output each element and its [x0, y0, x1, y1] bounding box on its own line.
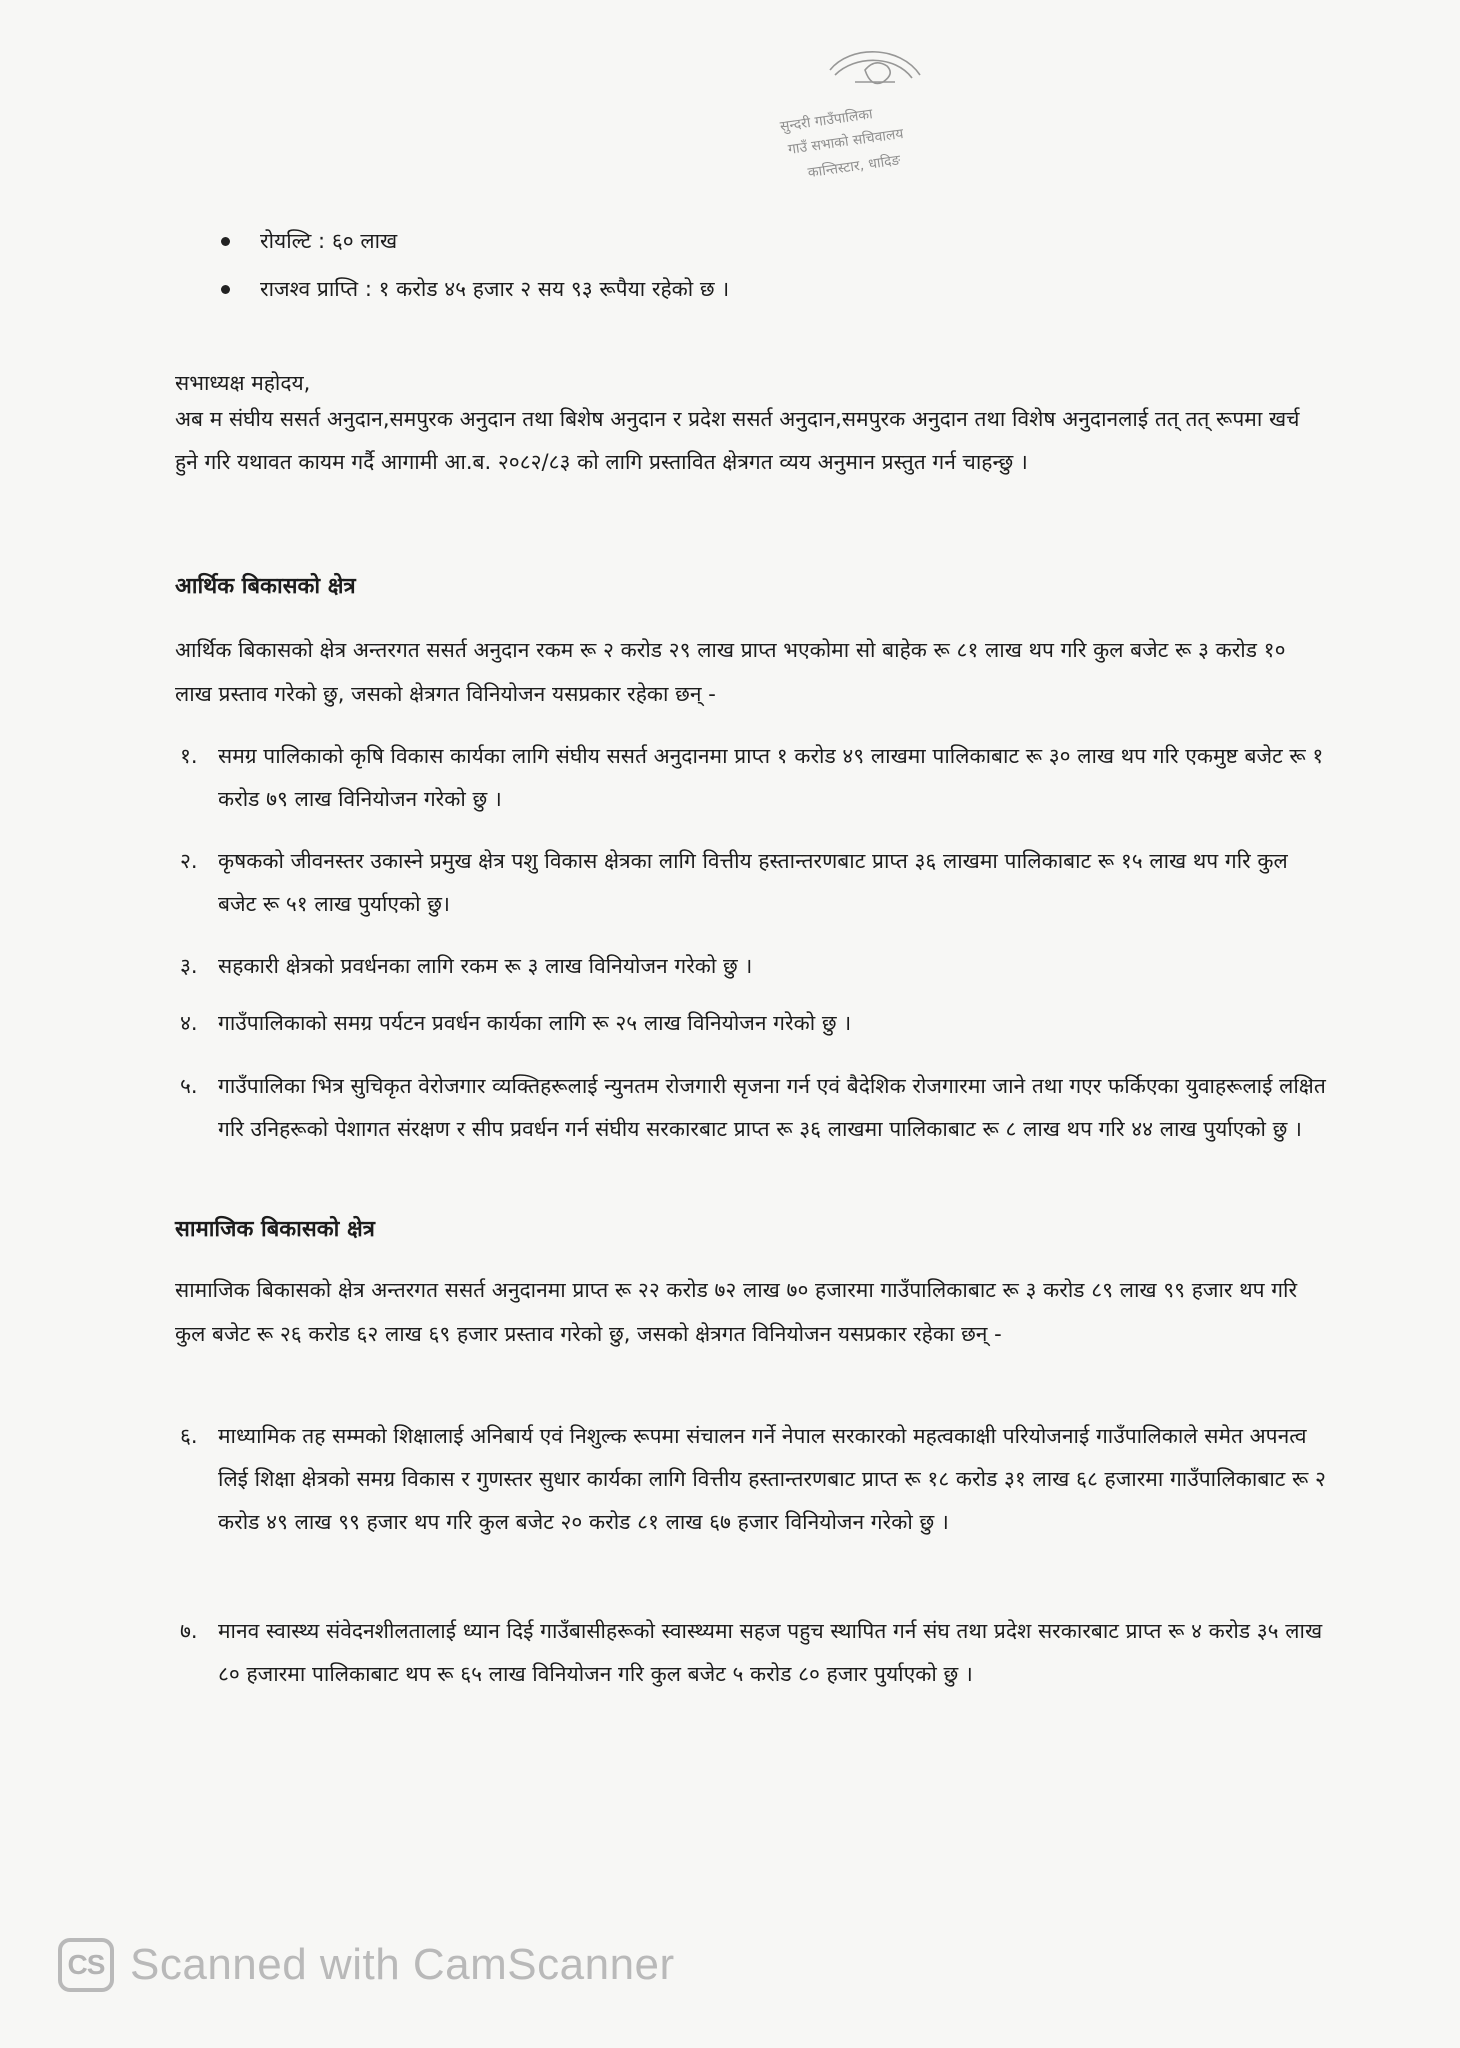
list-item-number: ३.: [180, 954, 198, 978]
seal-line-2: गाउँ सभाको सचिवालय: [787, 125, 905, 158]
camscanner-logo-icon: CS: [58, 1938, 114, 1992]
list-item-text: गाउँपालिका भित्र सुचिकृत वेरोजगार व्यक्तिहरूलाई न्युनतम रोजगारी सृजना गर्न एवं बैदेशिक रोजगारमा जाने तथा गएर फर्किएका युवाहरूलाई लक्षित गरि उनिहरूको पेशागत संरक्षण र सीप प्रवर्धन गर्न संघीय सरकारबाट प्राप्त रू ३६ लाखमा पालिकाबाट रू ८ लाख थप गरि ४४ लाख पुर्याएको छु ।: [218, 1074, 1326, 1141]
economic-section-paragraph: आर्थिक बिकासको क्षेत्र अन्तरगत ससर्त अनुदान रकम रू २ करोड २९ लाख प्राप्त भएकोमा सो बाहेक रू ८१ लाख थप गरि कुल बजेट रू ३ करोड १० लाख प्रस्ताव गरेको छु, जसको क्षेत्रगत विनियोजन यसप्रकार रहेका छन् -: [175, 638, 1286, 706]
salutation: सभाध्यक्ष महोदय,: [175, 371, 311, 395]
social-section-paragraph: सामाजिक बिकासको क्षेत्र अन्तरगत ससर्त अनुदानमा प्राप्त रू २२ करोड ७२ लाख ७० हजारमा गाउँपालिकाबाट रू ३ करोड ८९ लाख ९९ हजार थप गरि कुल बजेट रू २६ करोड ६२ लाख ६९ हजार प्रस्ताव गरेको छु, जसको क्षेत्रगत विनियोजन यसप्रकार रहेका छन् -: [175, 1278, 1298, 1346]
list-item-text: गाउँपालिकाको समग्र पर्यटन प्रवर्धन कार्यका लागि रू २५ लाख विनियोजन गरेको छु ।: [218, 1011, 852, 1035]
revenue-bullets: [215, 226, 1315, 322]
bullet-text: रोयल्टि : ६० लाख: [260, 229, 398, 253]
economic-section-heading: आर्थिक बिकासको क्षेत्र: [175, 574, 356, 599]
social-section-heading: सामाजिक बिकासको क्षेत्र: [175, 1217, 375, 1242]
list-item: [180, 840, 1330, 926]
list-item-text: समग्र पालिकाको कृषि विकास कार्यका लागि संघीय ससर्त अनुदानमा प्राप्त १ करोड ४९ लाखमा पालिकाबाट रू ३० लाख थप गरि एकमुष्ट बजेट रू १ करोड ७९ लाख विनियोजन गरेको छु ।: [218, 744, 1324, 811]
watermark-text: Scanned with CamScanner: [130, 1940, 675, 1989]
bullet-dot-icon: [221, 237, 230, 246]
list-item-number: ५.: [180, 1074, 198, 1098]
list-item-number: १.: [180, 744, 198, 768]
list-item-text: कृषकको जीवनस्तर उकास्ने प्रमुख क्षेत्र पशु विकास क्षेत्रका लागि वित्तीय हस्तान्तरणबाट प्राप्त ३६ लाखमा पालिकाबाट रू १५ लाख थप गरि कुल बजेट रू ५१ लाख पुर्याएको छु।: [218, 849, 1288, 916]
list-item: [180, 1065, 1330, 1151]
list-item: [180, 1415, 1330, 1544]
list-item-text: सहकारी क्षेत्रको प्रवर्धनका लागि रकम रू ३ लाख विनियोजन गरेको छु ।: [218, 954, 753, 978]
seal-line-1: सुन्दरी गाउँपालिका: [779, 106, 874, 136]
intro-paragraph: अब म संघीय ससर्त अनुदान,समपुरक अनुदान तथा बिशेष अनुदान र प्रदेश ससर्त अनुदान,समपुरक अनुदान तथा विशेष अनुदानलाई तत् तत् रूपमा खर्च हुने गरि यथावत कायम गर्दै आगामी आ.ब. २०८२/८३ को लागि प्रस्तावित क्षेत्रगत व्यय अनुमान प्रस्तुत गर्न चाहन्छु ।: [175, 407, 1300, 474]
list-item: [180, 1610, 1330, 1696]
list-item-number: ४.: [180, 1011, 198, 1035]
bullet-text: राजश्व प्राप्ति : १ करोड ४५ हजार २ सय ९३ रूपैया रहेको छ ।: [260, 277, 730, 301]
bullet-item: [215, 274, 1315, 322]
list-item: [180, 945, 1330, 988]
official-seal: [760, 40, 960, 210]
camscanner-watermark: [58, 1930, 675, 2000]
list-item: [180, 1002, 1330, 1045]
list-item-text: माध्यामिक तह सम्मको शिक्षालाई अनिबार्य एवं निशुल्क रूपमा संचालन गर्ने नेपाल सरकारको महत्वकाक्षी परियोजनाई गाउँपालिकाले समेत अपनत्व लिई शिक्षा क्षेत्रको समग्र विकास र गुणस्तर सुधार कार्यका लागि वित्तीय हस्तान्तरणबाट प्राप्त रू १८ करोड ३१ लाख ६८ हजारमा गाउँपालिकाबाट रू २ करोड ४९ लाख ९९ हजार थप गरि कुल बजेट २० करोड ८१ लाख ६७ हजार विनियोजन गरेको छु ।: [218, 1424, 1326, 1534]
list-item: [180, 735, 1330, 821]
list-item-text: मानव स्वास्थ्य संवेदनशीलतालाई ध्यान दिई गाउँबासीहरूको स्वास्थ्यमा सहज पहुच स्थापित गर्न संघ तथा प्रदेश सरकारबाट प्राप्त रू ४ करोड ३५ लाख ८० हजारमा पालिकाबाट थप रू ६५ लाख विनियोजन गरि कुल बजेट ५ करोड ८० हजार पुर्याएको छु ।: [218, 1619, 1323, 1686]
list-item-number: ७.: [180, 1619, 198, 1643]
list-item-number: ६.: [180, 1424, 198, 1448]
bullet-item: [215, 226, 1315, 274]
seal-line-3: कान्तिस्टार, धादिङ: [806, 152, 902, 182]
list-item-number: २.: [180, 849, 198, 873]
bullet-dot-icon: [221, 285, 230, 294]
